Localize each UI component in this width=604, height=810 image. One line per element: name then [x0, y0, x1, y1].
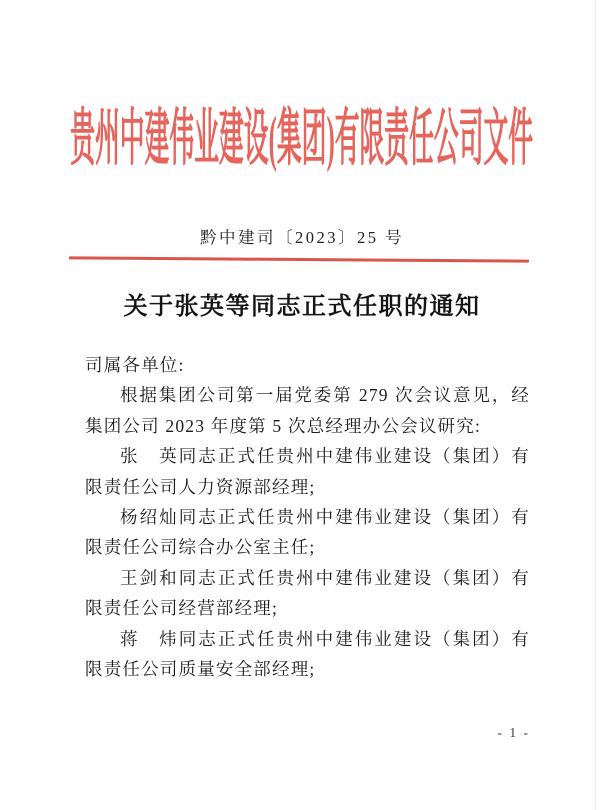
paragraph-meeting-basis: 根据集团公司第一届党委第 279 次会议意见，经集团公司 2023 年度第 5 次总经理办公会议研究:: [85, 385, 530, 436]
document-number: 黔中建司〔2023〕25 号: [199, 228, 405, 247]
red-divider-line: [69, 256, 529, 262]
document-body: [85, 350, 530, 684]
paragraph-appointment-wangjianhe: 王剑和同志正式任贵州中建伟业建设（集团）有限责任公司经营部经理;: [85, 567, 530, 619]
page-number: - 1 -: [497, 725, 530, 740]
paragraph-appointment-zhangying: 张 英同志正式任贵州中建伟业建设（集团）有限责任公司人力资源部经理;: [85, 446, 530, 497]
notice-title: 关于张英等同志正式任职的通知: [123, 294, 481, 320]
paragraph-appointment-jiangwei: 蒋 炜同志正式任贵州中建伟业建设（集团）有限责任公司质量安全部经理;: [85, 628, 530, 680]
red-letterhead: [0, 90, 604, 174]
paragraph-appointment-yangshaocan: 杨绍灿同志正式任贵州中建伟业建设（集团）有限责任公司综合办公室主任;: [85, 507, 530, 558]
salutation: 司属各单位:: [85, 355, 185, 375]
company-document-header: 贵州中建伟业建设(集团)有限责任公司文件: [70, 104, 534, 173]
